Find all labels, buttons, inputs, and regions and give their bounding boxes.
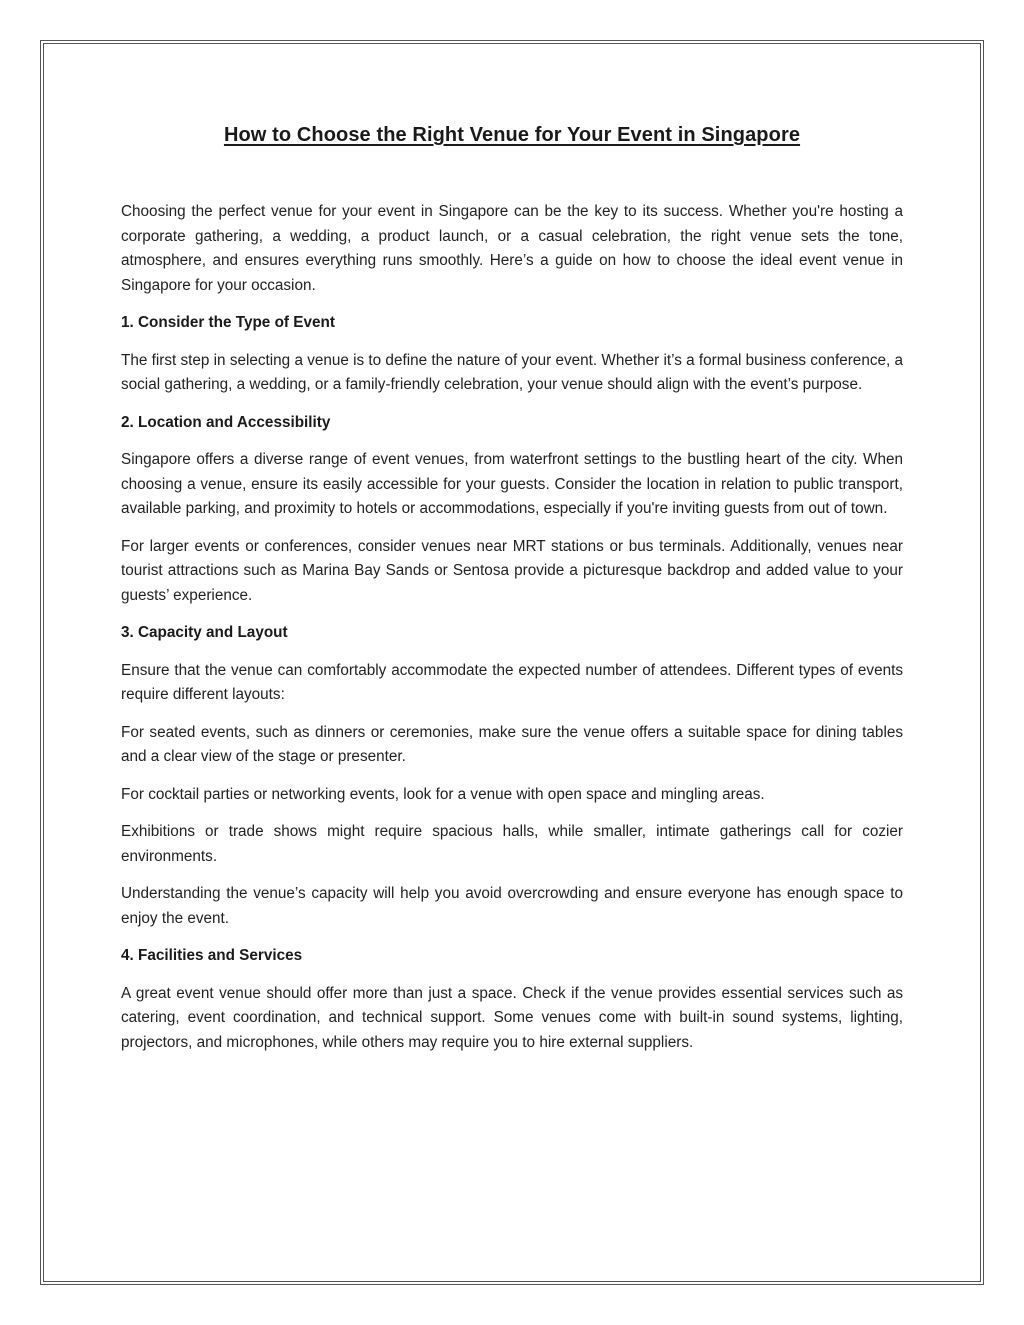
document-title: How to Choose the Right Venue for Your Event in Singapore [223, 124, 801, 146]
intro-paragraph: Choosing the perfect venue for your event in Singapore can be the key to its success. Whether you're hosting a corporate gathering, a wedding, a product launch, or a casual celebration, the right venue sets the tone, atmosphere, and ensures everything runs smoothly. Here’s a guide on how to choose the ideal event venue in Singapore for your occasion. [121, 203, 903, 294]
section-heading: 3. Capacity and Layout [121, 624, 288, 641]
section-location [121, 411, 903, 609]
section-paragraph: Understanding the venue’s capacity will help you avoid overcrowding and ensure everyone has enough space to enjoy the event. [121, 885, 903, 927]
document-body [121, 120, 903, 1068]
section-paragraph: For seated events, such as dinners or ceremonies, make sure the venue offers a suitable space for dining tables and a clear view of the stage or presenter. [121, 723, 903, 765]
section-paragraph: For cocktail parties or networking events, look for a venue with open space and mingling areas. [121, 785, 765, 803]
section-capacity [121, 621, 903, 931]
section-paragraph: A great event venue should offer more than just a space. Check if the venue provides essential services such as catering, event coordination, and technical support. Some venues come with built-in sound systems, lighting, projectors, and microphones, while others may require you to hire external suppliers. [121, 984, 903, 1051]
section-paragraph: Exhibitions or trade shows might require spacious halls, while smaller, intimate gatherings call for cozier environments. [121, 823, 903, 865]
section-paragraph: For larger events or conferences, consider venues near MRT stations or bus terminals. Additionally, venues near tourist attractions such as Marina Bay Sands or Sentosa provide a picturesque backdrop and added value to your guests’ experience. [121, 537, 903, 604]
section-paragraph: Singapore offers a diverse range of event venues, from waterfront settings to the bustling heart of the city. When choosing a venue, ensure its easily accessible for your guests. Consider the location in relation to public transport, available parking, and proximity to hotels or accommodations, especially if you're inviting guests from out of town. [121, 451, 903, 517]
section-paragraph: Ensure that the venue can comfortably accommodate the expected number of attendees. Different types of events require different layouts: [121, 661, 903, 703]
section-event-type [121, 311, 903, 398]
section-paragraph: The first step in selecting a venue is to define the nature of your event. Whether it’s a formal business conference, a social gathering, a wedding, or a family-friendly celebration, your venue should align with the event’s purpose. [121, 351, 903, 393]
section-heading: 2. Location and Accessibility [121, 413, 331, 431]
section-facilities [121, 944, 903, 1055]
section-heading: 1. Consider the Type of Event [121, 314, 335, 331]
section-heading: 4. Facilities and Services [121, 947, 303, 964]
